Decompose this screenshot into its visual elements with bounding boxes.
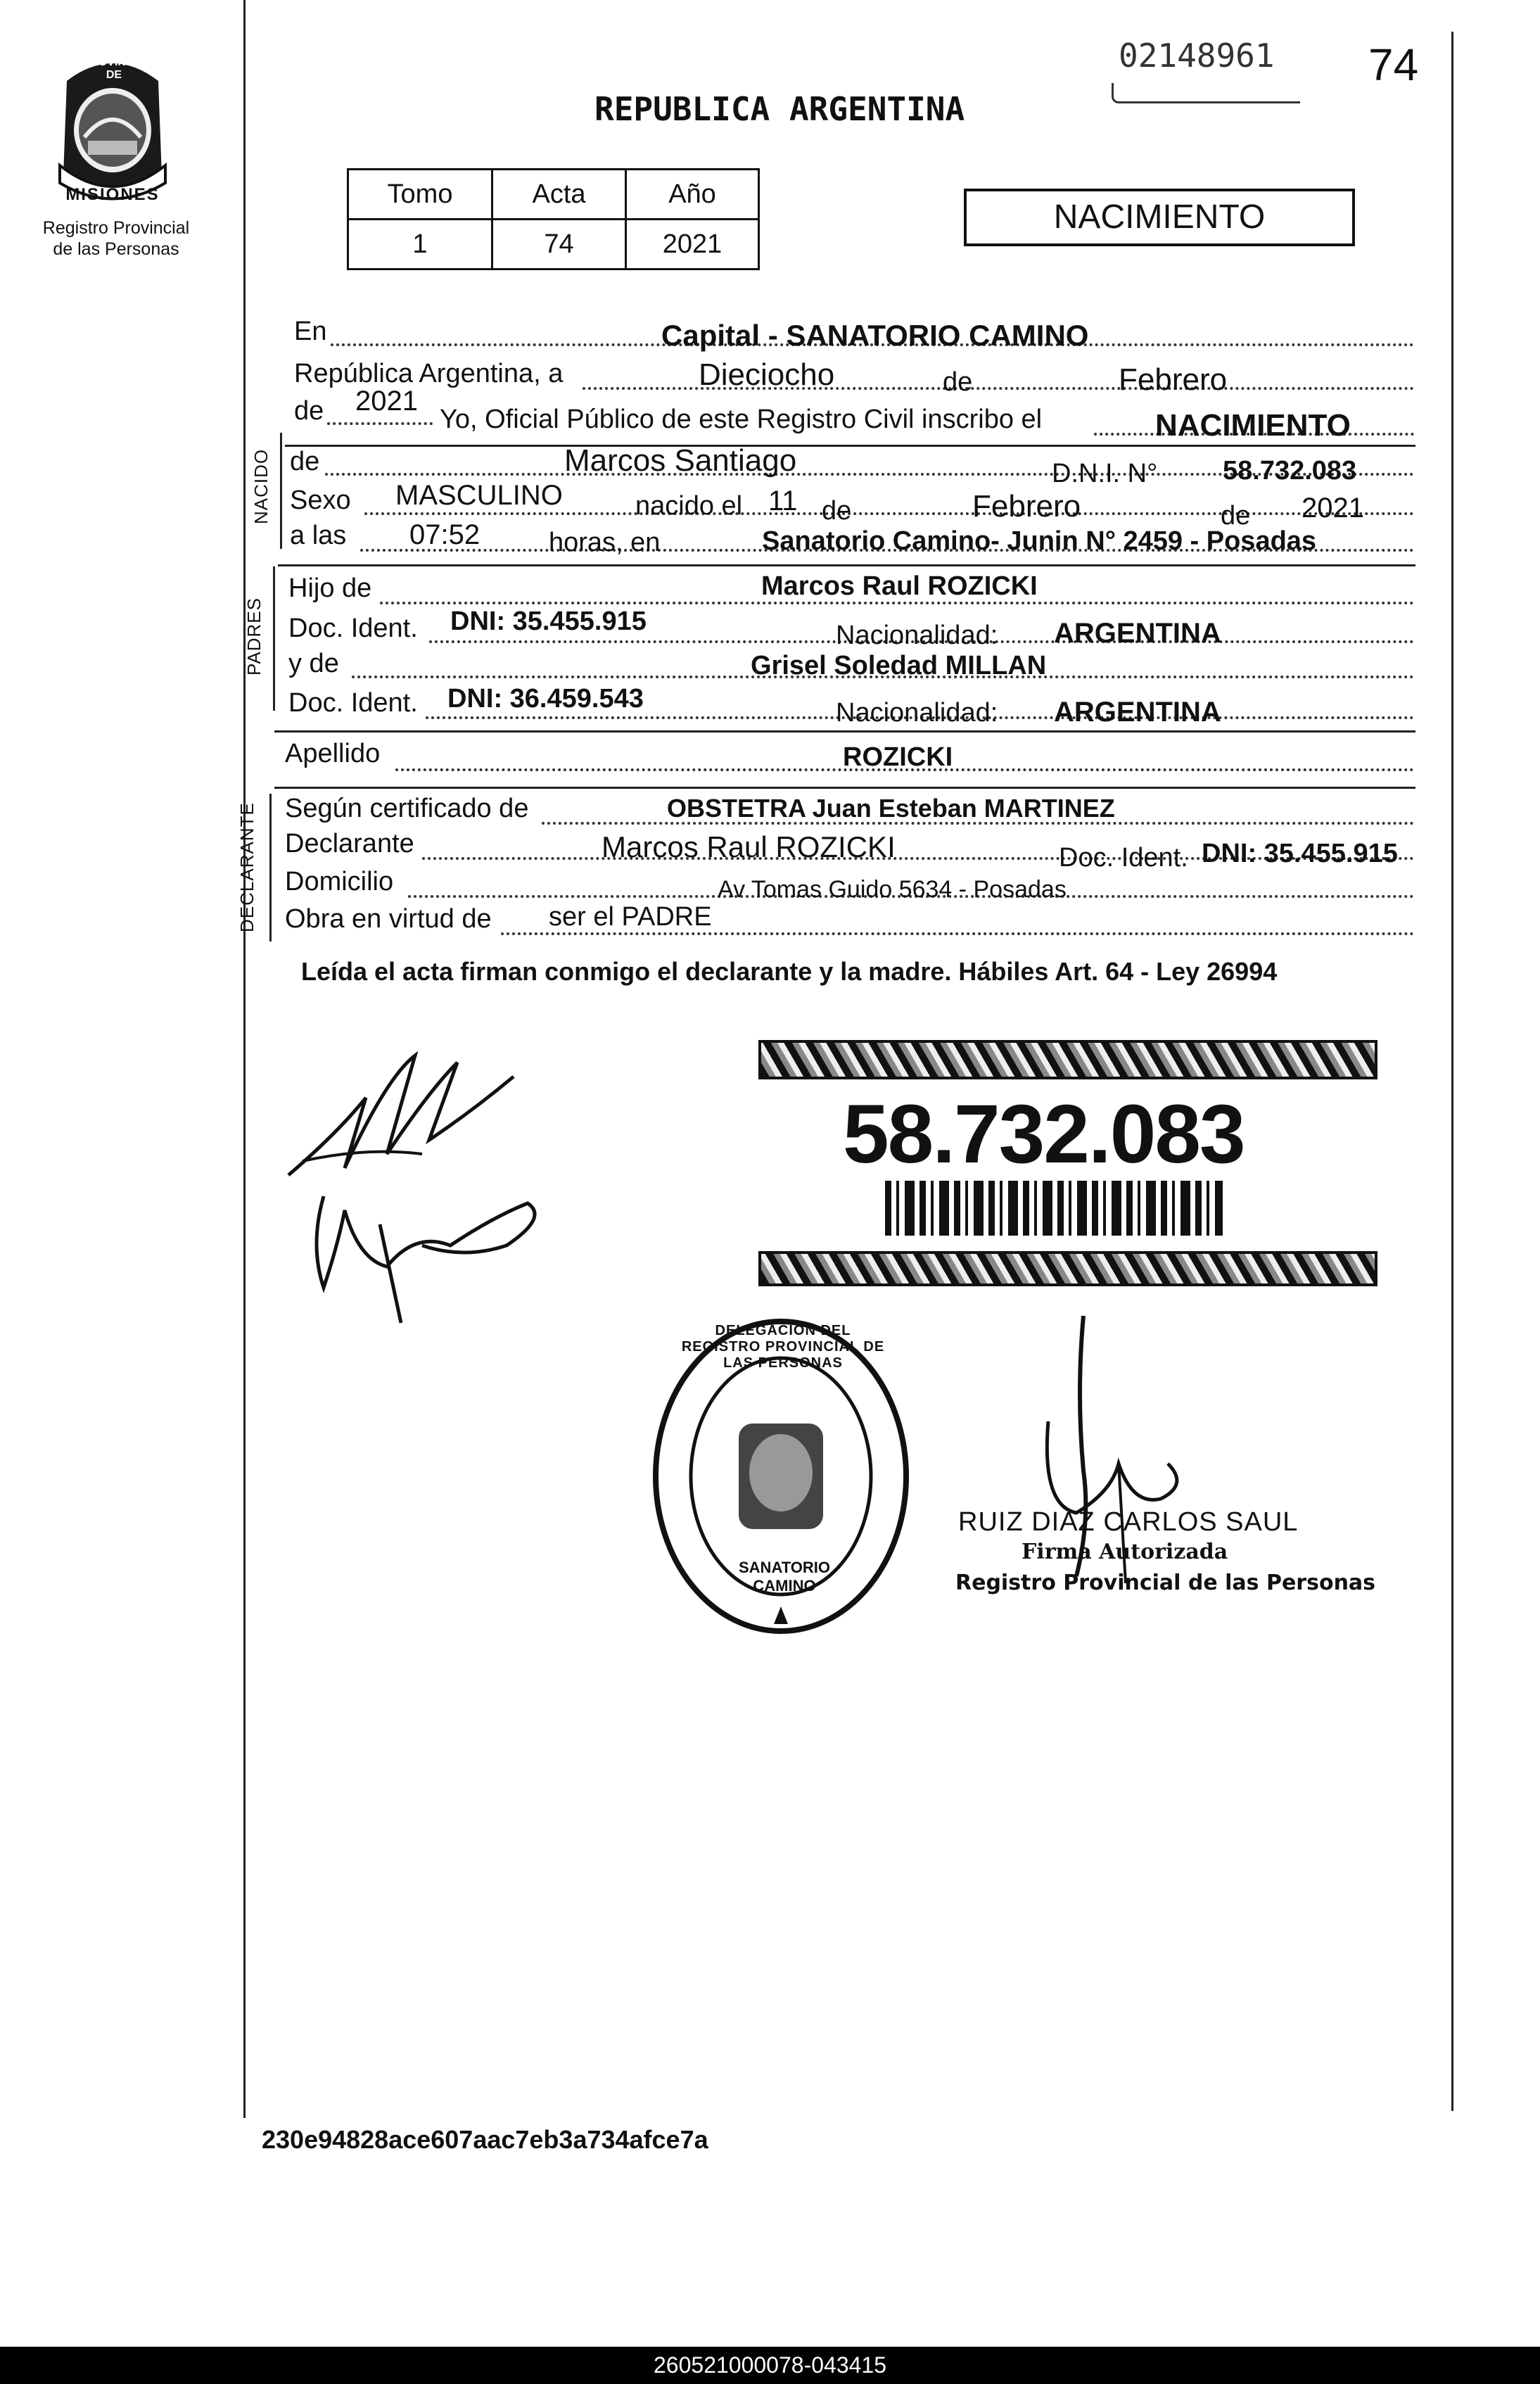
left-margin-line [243,0,246,2118]
value-certificate: OBSTETRA Juan Esteban MARTINEZ [667,794,1115,823]
table-cell: Acta [492,170,626,220]
nacido-bracket [280,433,282,549]
value-mother-nationality: ARGENTINA [1054,697,1221,728]
barcode [885,1181,1223,1236]
value-birth-time: 07:52 [409,519,481,550]
label-domicilio: Domicilio [285,867,394,896]
rule-line [274,787,1415,789]
page-title: REPUBLICA ARGENTINA [594,90,965,128]
declarante-bracket [269,794,272,941]
record-type-box: NACIMIENTO [964,189,1355,246]
table-cell: Tomo [348,170,492,220]
label-nacionalidad-father: Nacionalidad: [836,621,998,650]
value-mother-doc: DNI: 36.459.543 [447,684,644,714]
side-label-padres: PADRES [243,597,265,676]
side-label-declarante: DECLARANTE [236,802,257,932]
value-child-dni: 58.732.083 [1223,456,1357,486]
label-horas-en: horas, en [549,528,661,557]
table-cell: 1 [348,220,492,270]
label-de-name: de [290,447,320,476]
oficial-text: Yo, Oficial Público de este Registro Civil inscribo el [440,405,1043,434]
seal-inner-text: SANATORIO CAMINO [739,1559,830,1594]
value-child-name: Marcos Santiago [564,443,797,478]
label-nacido-el: nacido el [635,491,743,521]
dotted-line [501,932,1414,935]
value-birth-month: Febrero [972,489,1081,524]
declarant-signature [281,1034,584,1330]
dni-pattern-bottom [758,1251,1377,1286]
logo-caption-1: Registro Provincial [42,218,190,238]
closing-text: Leída el acta firman conmigo el declarante y la madre. Hábiles Art. 64 - Ley 26994 [301,957,1278,986]
label-doc-ident-father: Doc. Ident. [288,614,418,643]
footer-code: 260521000078-043415 [0,2347,1540,2384]
side-label-nacido: NACIDO [250,448,272,524]
dni-pattern-top [758,1040,1377,1079]
value-mother-name: Grisel Soledad MILLAN [751,651,1047,680]
value-sexo: MASCULINO [395,480,563,511]
official-role: Firma Autorizada [1022,1540,1228,1564]
label-dni: D.N.I. N° [1052,459,1158,488]
seal-outer-text: DELEGACION DEL REGISTRO PROVINCIAL DE LAS PERSONAS [681,1323,885,1371]
value-inscribe: NACIMIENTO [1155,408,1351,443]
table-cell: 2021 [626,220,759,270]
rule-line [274,730,1415,733]
official-office: Registro Provincial de las Personas [955,1571,1376,1595]
value-obra: ser el PADRE [549,902,712,932]
official-name: RUIZ DIAZ CARLOS SAUL [958,1507,1299,1537]
record-table-row [348,220,759,270]
label-a-las: a las [290,521,347,550]
label-apellido: Apellido [285,739,381,768]
serial-number: 02148961 [1119,37,1275,75]
document-hash: 230e94828ace607aac7eb3a734afce7a [262,2125,708,2154]
label-republica: República Argentina, a [294,359,564,388]
table-cell: Año [626,170,759,220]
record-table [347,168,760,270]
serial-underline [1112,83,1300,103]
value-apellido: ROZICKI [843,742,953,772]
label-de-birth-year: de [1221,501,1251,531]
rule-line [278,564,1415,566]
logo-ribbon-text: MISIONES [65,185,160,204]
label-de-year: de [294,396,324,426]
value-birth-place: Sanatorio Camino- Junin N° 2459 - Posadas [762,526,1317,556]
label-segun-certificado: Según certificado de [285,794,529,823]
dotted-line [380,602,1414,604]
value-declarante-doc: DNI: 35.455.915 [1202,839,1398,868]
label-doc-ident-declarante: Doc. Ident. [1059,843,1188,873]
label-declarante: Declarante [285,829,414,858]
rule-line [285,445,1415,447]
value-father-doc: DNI: 35.455.915 [450,607,647,636]
dotted-line [327,422,433,425]
padres-bracket [273,566,275,711]
right-margin-line [1451,32,1453,2111]
label-doc-ident-mother: Doc. Ident. [288,688,418,718]
dni-number: 58.732.083 [843,1088,1245,1181]
label-nacionalidad-mother: Nacionalidad: [836,698,998,728]
value-birth-year: 2021 [1302,493,1364,524]
value-father-name: Marcos Raul ROZICKI [761,571,1038,601]
value-month: Febrero [1119,362,1228,397]
record-table-header [348,170,759,220]
page-number: 74 [1368,39,1419,90]
value-en: Capital - SANATORIO CAMINO [661,319,1089,352]
value-declarante: Marcos Raul ROZICKI [602,830,896,863]
value-birth-day: 11 [768,486,798,516]
value-father-nationality: ARGENTINA [1054,618,1221,649]
logo-caption-2: de las Personas [53,239,179,259]
dotted-line [364,512,1414,515]
table-cell: 74 [492,220,626,270]
label-de: de [943,367,973,397]
label-sexo: Sexo [290,486,351,515]
label-obra: Obra en virtud de [285,904,492,934]
label-en: En [294,317,327,346]
label-hijo-de: Hijo de [288,573,372,603]
value-year: 2021 [355,386,418,417]
logo-arc-text: PROVINCIA DE [82,56,146,81]
label-de-month: de [822,496,852,526]
value-domicilio: Av Tomas Guido 5634 - Posadas [718,876,1067,903]
value-day: Dieciocho [699,357,835,392]
label-y-de: y de [288,649,339,678]
